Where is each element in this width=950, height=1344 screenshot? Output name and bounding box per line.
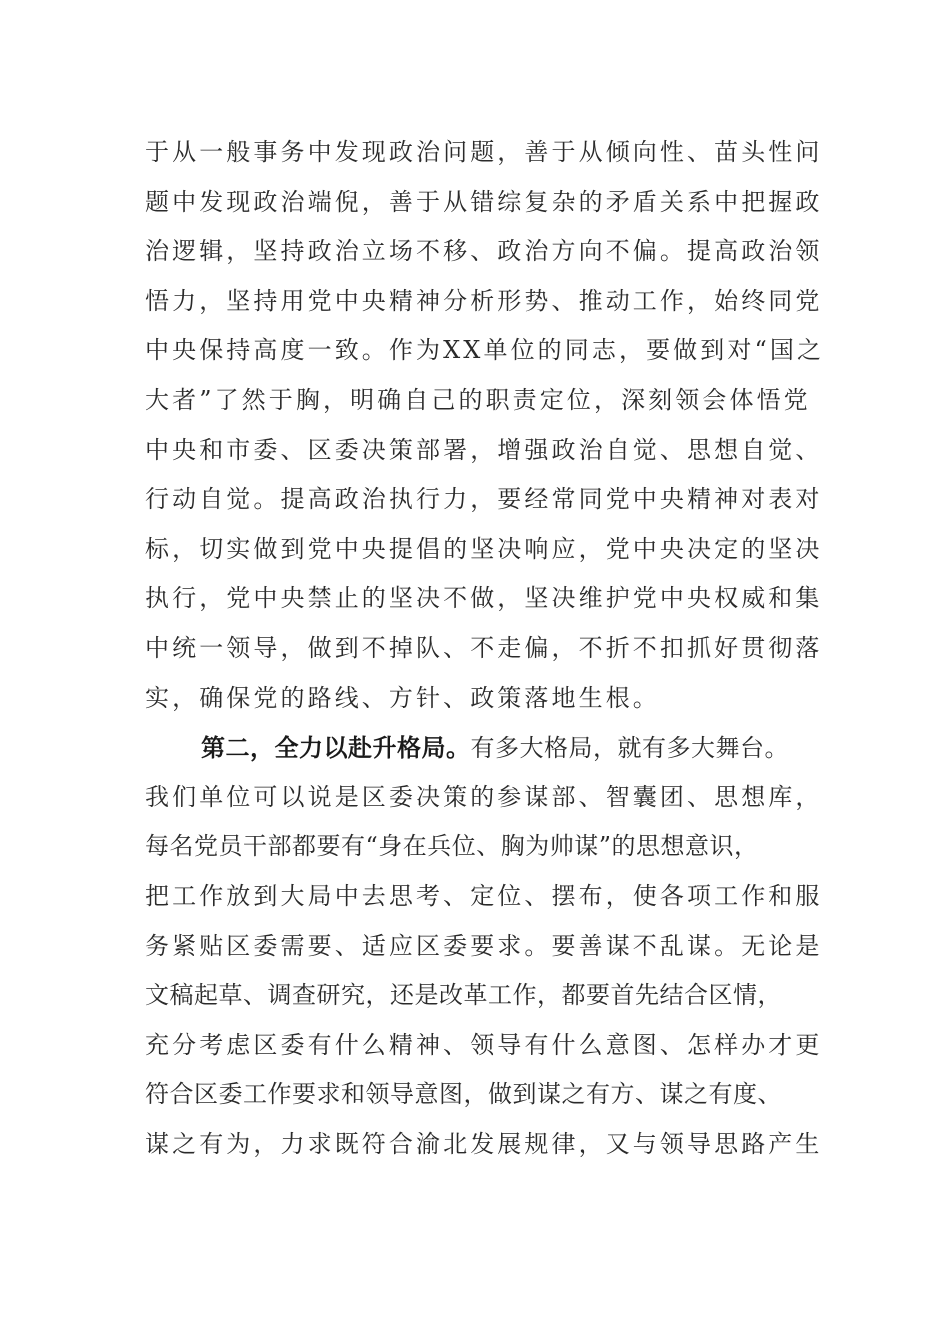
text-line: 充分考虑区委有什么精神、领导有什么意图、怎样办才更 — [145, 1030, 823, 1059]
text-line: 悟力，坚持用党中央精神分析形势、推动工作，始终同党 — [145, 286, 823, 315]
document-body — [145, 128, 825, 1169]
text-line: 执行，党中央禁止的坚决不做，坚决维护党中央权威和集 — [145, 584, 823, 613]
text-line: 务紧贴区委需要、适应区委要求。要善谋不乱谋。无论是 — [145, 931, 823, 960]
text-line: 符合区委工作要求和领导意图，做到谋之有方、谋之有度、 — [145, 1080, 782, 1109]
text-line: 于从一般事务中发现政治问题，善于从倾向性、苗头性问 — [145, 138, 823, 166]
text-line: 谋之有为，力求既符合渝北发展规律，又与领导思路产生 — [145, 1129, 823, 1158]
text-line: 中统一领导，做到不掉队、不走偏，不折不扣抓好贯彻落 — [145, 633, 823, 662]
text-line: 实，确保党的路线、方针、政策落地生根。 — [145, 683, 660, 712]
text-line: 中央和市委、区委决策部署，增强政治自觉、思想自觉、 — [145, 435, 823, 464]
text-line: 行动自觉。提高政治执行力，要经常同党中央精神对表对 — [145, 485, 823, 514]
text-line: 题中发现政治端倪，善于从错综复杂的矛盾关系中把握政 — [145, 187, 823, 216]
paragraph-first-line — [145, 723, 805, 773]
text-line: 我们单位可以说是区委决策的参谋部、智囊团、思想库， — [145, 782, 823, 811]
text-line: 标，切实做到党中央提倡的坚决响应，党中央决定的坚决 — [145, 534, 823, 563]
text-line: 每名党员干部都要有“身在兵位、胸为帅谋”的思想意识， — [145, 832, 759, 861]
text-line: 文稿起草、调查研究，还是改革工作，都要首先结合区情， — [145, 981, 782, 1010]
paragraph-heading-rest: 有多大格局，就有多大舞台。 — [470, 734, 789, 763]
text-line: 治逻辑，坚持政治立场不移、政治方向不偏。提高政治领 — [145, 237, 823, 266]
text-line: 大者”了然于胸，明确自己的职责定位，深刻领会体悟党 — [145, 385, 811, 414]
text-line: 把工作放到大局中去思考、定位、摆布，使各项工作和服 — [145, 881, 823, 910]
paragraph-heading: 第二，全力以赴升格局。 — [201, 733, 471, 763]
text-line: 中央保持高度一致。作为XX单位的同志，要做到对“国之 — [145, 336, 825, 365]
